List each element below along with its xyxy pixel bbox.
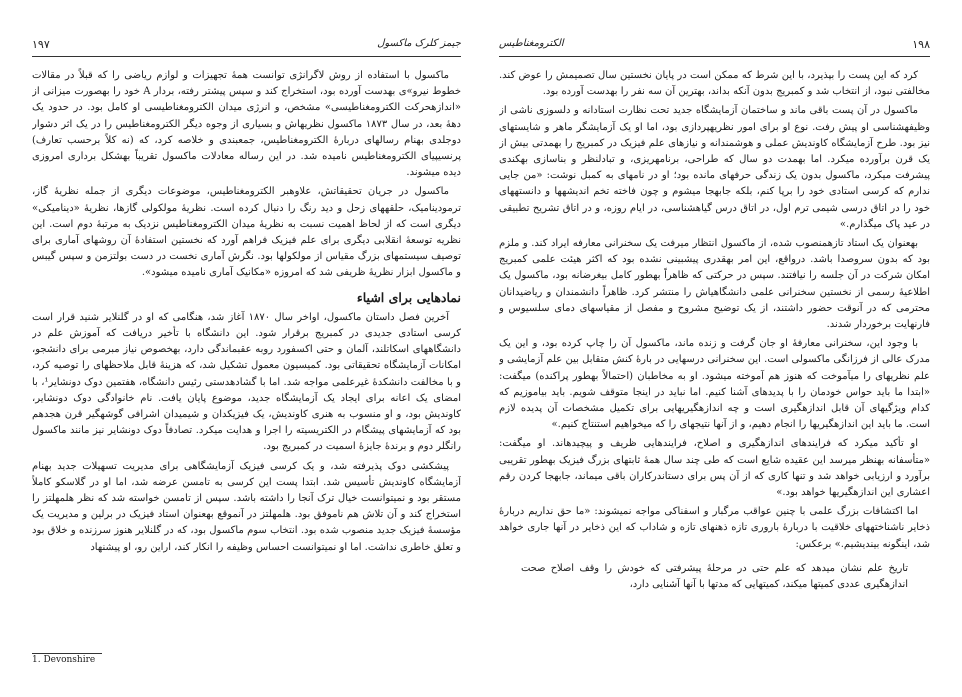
right-paragraph-6: اما اکتشافات بزرگ علمی با چنین عواقب مرگبار و اسفناکی مواجه نمیشوند: «ما حق نداریم دربارهٔ ذخایر ناشناختههای خلاقیت با دربارهٔ باروری تازه ذهنهای تازه و شاداب که این ذخایر در آنها جاری خواهد شد، اینگونه بیندیشیم.» برعکس: [499, 506, 930, 550]
right-header-rule [499, 56, 930, 57]
right-page-number: ۱۹۸ [912, 38, 930, 51]
right-running-header [499, 38, 930, 54]
right-page [481, 0, 962, 697]
section-heading: نمادهایی برای اشیاء [356, 289, 461, 305]
right-paragraph-2: ماکسول در آن پست باقی ماند و ساختمان آزمایشگاه جدید تحت نظارت استادانه و دلسوزی ناشی از وظیفهشناسی او پیش رفت. نوع او برای امور نظریهپردازی بود، اما او یک آزمایشگر ماهر و شایستهای نیز بود. طرح آزمایشگاه کاوندیش عملی و هوشمندانه و نیازهای علم فیزیک در کمبریج را بهمدتی بیش از یک قرن برآورده میکرد. اما بهمدت دو سال که طراحی، برنامهریزی، و تبادلنظر و بناسازی بهکندی پیشرفت میکرد، ماکسول بدون یک زندگی حرفهای مانده بود؛ او در نامهای به کمبل نوشت: «من جایی ندارم که کرسی استادی خود را برپا کنم، بلکه جابهجا میشوم و چون فاخته تخم اندیشهها و دانستههای خود را در اتاق درسی شیمی ترم اول، در اتاق درس گیاهشناسی، در ایام روزه، و در اتاق تشریح تطبیقی در عید پاک میگذارم.» [499, 105, 930, 230]
left-body-text [32, 68, 461, 650]
right-paragraph-1: کرد که این پست را بپذیرد، با این شرط که ممکن است در پایان نخستین سال تصمیمش را عوض کند. مخالفتی نبود، از انتخاب شد و کمبریج بدون آنکه بداند، بهترین آن سه نفر را بهدست آورده بود. [499, 70, 930, 98]
left-paragraph-2: ماکسول در جریان تحقیقاتش، علاوهبر الکترومغناطیس، موضوعات دیگری از جمله نظریهٔ گاز، ترمودینامیک، حلقههای زحل و دید رنگ را دنبال کرده است. نظریهٔ مولکولی گازها، نظریهٔ «دینامیکی» دیگری است که از لحاظ اهمیت نسبت به نظریهٔ میدان الکترومغناطیس نزدیک به مرتبهٔ دوم است. این نظریه توسعهٔ انقلابی دیگری برای علم فیزیک فراهم آورد که نخستین استفادهٔ آن روشهای آماری برای توصیف سیستمهای بزرگ مقیاس از مولکولها بود. نگرش آماری نخست در دست بولتزمن و سپس گیبس و ماکسول ابزار نظریهٔ ظریفی شد که امروزه «مکانیک آماری نامیده میشود». [32, 186, 461, 279]
right-body-text [499, 68, 930, 688]
right-running-title: الکترومغناطیس [499, 38, 564, 49]
left-section-paragraph-1: آخرین فصل داستان ماکسول، اواخر سال ۱۸۷۰ آغاز شد، هنگامی که او در گلنلایر شنید قرار است کرسی استادی جدیدی در کمبریج برقرار شود. این دانشگاه با تأخیر دریافت که آموزش علم در دانشگاههای اسکاتلند، آلمان و حتی اکسفورد روبه عقبماندگی دارد، بهخصوص نیاز مبرمی برای دانشجو، امکانات آزمایشگاه تحقیقاتی بود. کمیسیون معمول تشکیل شد، که هزینهٔ قابل ملاحظهای را توصیه کرد، و با مخالفت دانشکدهٔ غیرعلمی مواجه شد. اما با گشادهدستی رئیس دانشگاه، هفتمین دوک دونشایر¹، با امضای یک اعانه برای ایجاد یک آزمایشگاه جدید، موضوع پایان یافت. نام خانوادگی دوک دونشایر، کاوندیش بود، و او منسوب به هنری کاوندیش، یک فیزیکدان و شیمیدان اشرافی گوشهگیر قرن هجدهم بود که آزمایشهای پیشگام در الکتریسیته را اجرا و هدایت میکرد. تصادفاً دوک دونشایر نیز مانند ماکسول رانگلر دوم و برندهٔ جایزهٔ اسمیت در کمبریج بود. [32, 311, 461, 453]
block-quote: تاریخ علم نشان میدهد که علم حتی در مرحلهٔ پیشرفتی که خودش را وقف اصلاح صحت اندازهگیری عددی کمیتها میکند، کمیتهایی که مدتها با آنها آشنایی دارد، [521, 562, 908, 590]
left-running-header [32, 38, 461, 54]
left-page-number: ۱۹۷ [32, 38, 50, 51]
right-paragraph-4: با وجود این، سخنرانی معارفهٔ او جان گرفت و زنده ماند، ماکسول آن را چاپ کرده بود، و این یک مدرک عالی از فرزانگی ماکسولی است. این سخنرانی درسهایی در بارهٔ کنش متقابل بین علم آزمایشی و علم نظریهای را میآموخت که هنوز هم آموخته میشود. او به مخاطبان (احتمالاً بهطور پراکنده) میگفت: «ابتدا ما باید حواس خودمان را با پدیدهای آشنا کنیم. اما نباید در اینجا متوقف شویم. باید بیاموزیم که کدام ویژگیهای آن قابل اندازهگیری است و چه اندازهگیریهایی برای تکمیل مشخصات آن پدیده لازم است. ما باید این اندازهگیریها را انجام دهیم، و از آنها نتیجهای را که میخواهیم استنتاج کنیم.» [499, 338, 930, 431]
right-paragraph-5: او تأکید میکرد که فرایندهای اندازهگیری و اصلاح، فرایندهایی ظریف و پیچیدهاند. او میگفت: «متأسفانه بهنظر میرسد این عقیده شایع است که طی چند سال همهٔ ثابتهای بزرگ فیزیک بهطور تقریبی برآورد و ارزیابی خواهد شد و تنها کاری که از آن پس برای دستاندرکاران باقی میماند، جابهجا کردن رقم اعشاری این اندازهگیریها خواهد بود.» [499, 438, 930, 499]
footnote: 1. Devonshire [32, 655, 96, 665]
left-running-title: جیمز کلرک ماکسول [377, 38, 461, 49]
footnote-rule [32, 653, 102, 654]
left-section-paragraph-2: پیشکشی دوک پذیرفته شد، و یک کرسی فیزیک آزمایشگاهی برای مدیریت تسهیلات جدید بهنام آزمایشگاه کاوندیش تأسیس شد. ابتدا پست این کرسی به تامسن عرضه شد، اما او در گلاسکو کاملاً مستقر بود و نمیتوانست خیال ترک آنجا را داشته باشد. سپس از تامسن خواسته شد که نظر هلمهلتز را استخراج کند و آن تلاش هم ناموفق بود. هلمهلتز در آنموقع بهعنوان استاد فیزیک در برلین و مدیریت یک مؤسسهٔ فیزیک جدید منصوب شده بود. انتخاب سوم ماکسول بود، که در گلنلایر هنوز سرزنده و خلاق بود و تعلق خاطری نداشت. اما او نمیتوانست احساس وظیفه را انکار کند، اراین رو، او پیشنهاد [32, 460, 461, 553]
right-paragraph-3: بهعنوان یک استاد تازهمنصوب شده، از ماکسول انتظار میرفت یک سخنرانی معارفه ایراد کند. و ملزم بود که بدون سروصدا باشد. درواقع، این امر بهقدری پیشبینی نشده بود که اکثر هیئت علمی کمبریج امکان شرکت در آن جلسه را نیافتند. سپس در حرکتی که ظاهراً بهطور کامل بیغرضانه بود، ماکسول یک اطلاعیهٔ رسمی از نخستین سخنرانی علمی دانشگاهیاش را منتشر کرد. ظاهراً دانشمندان و ریاضیدانان محترمی که در آنوقت حضور داشتند، از یک توضیح مشروح و مفصل از مقیاسهای دمای سلسیوس و فارنهایت برخوردار شدند. [499, 238, 930, 331]
left-paragraph-1: ماکسول با استفاده از روش لاگرانژی توانست همهٔ تجهیزات و لوازم ریاضی را که قبلاً در مقالات خطوط نیرو»ی بهدست آورده بود، استخراج کند و سپس پیشتر رفته، بردار A خود را بهصورت میزانی از «اندازهحرکت الکترومغناطیسی» مشخص، و انرژی میدان الکترومغناطیسی او کامل بود. در حدود یک دههٔ بعد، در سال ۱۸۷۳ ماکسول نظریهاش و بسیاری از وجوه دیگر الکترومغناطیس را در یک اثر دشوار دوجلدی بهنام رسالهای دربارهٔ الکترومغناطیس، جمعبندی و خلاصه کرد، که (نه کلاً برحسب تعارف) پرنسیپیای الکترومغناطیس نامیده شد. در این رساله معادلات ماکسول تقریباً بهشکل برداری امروزی دیده میشوند. [32, 70, 461, 179]
left-header-rule [32, 56, 461, 57]
